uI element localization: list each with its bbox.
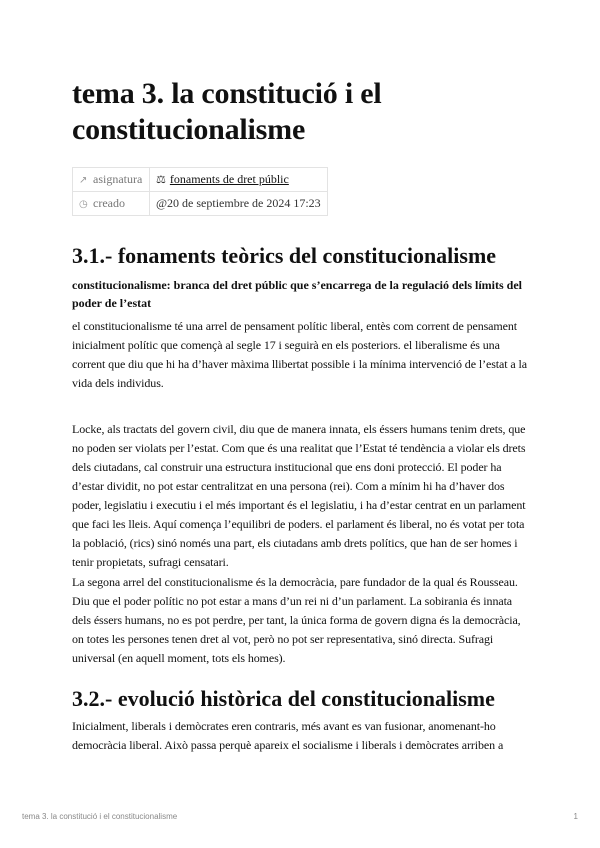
footer-title: tema 3. la constitució i el constitucionalisme: [22, 812, 178, 821]
clock-icon: ◷: [79, 199, 88, 210]
page-title: tema 3. la constitució i el constitucionalisme: [72, 77, 382, 146]
paragraph: Inicialment, liberals i demòcrates eren contraris, més avant es van fusionar, anomenant-ho democràcia liberal. Això passa perquè apareix el socialisme i liberals i demòcrates arriben a: [72, 719, 504, 752]
page-number: 1: [573, 812, 578, 821]
property-row-asignatura: [73, 168, 328, 192]
property-row-creado: [73, 192, 328, 216]
paragraph: el constitucionalisme té una arrel de pensament polític liberal, entès com corrent de pensament inicialment polític que començà al segle 17 i seguirà en els posteriors. el liberalisme és una corrent que diu que hi ha d’haver màxima llibertat possible i la mínima intervenció de l’estat a la vida dels individus.: [72, 319, 527, 390]
scales-icon: ⚖: [156, 173, 166, 186]
asignatura-link[interactable]: fonaments de dret públic: [169, 172, 289, 186]
paragraph: La segona arrel del constitucionalisme és la democràcia, pare fundador de la qual és Rousseau. Diu que el poder polític no pot estar a mans d’un rei ni d’un parlament. La sobirania és innata dels éssers humans, no es pot perdre, per tant, la única forma de govern digna és la democràcia, on totes les persones tenen dret al vot, però no pot ser representativa, sinó directa. Sufragi universal (en aquell moment, tots els homes).: [72, 575, 521, 665]
section-heading-3-1: 3.1.- fonaments teòrics del constitucionalisme: [72, 243, 497, 268]
property-value: @20 de septiembre de 2024 17:23: [150, 192, 328, 216]
page-footer: [22, 812, 578, 821]
properties-table: [72, 167, 328, 216]
arrow-up-right-icon: ↗: [79, 175, 88, 186]
section-heading-3-2: 3.2.- evolució històrica del constitucionalisme: [72, 686, 495, 711]
property-key: ↗ asignatura: [73, 168, 150, 192]
paragraph: Locke, als tractats del govern civil, diu que de manera innata, els éssers humans tenim drets, que no poden ser violats per l’estat. Com que és una realitat que l’Estat té tendència a violar els drets dels ciutadans, cal construir una estructura institucional que ens doni protecció. El poder ha d’estar dividit, no pot estar centralitzat en una persona (rei). Com a mínim hi ha d’haver dos poder, legislatiu i executiu i el més important és el legislatiu, i ha d’estar centrat en un parlament que faci les lleis. Aquí comença l’equilibri de poders. el parlament és liberal, no és votat per tota la població, (rics) sinó només una part, els ciutadans amb drets polítics, que han de ser homes i tenir propietats, sufragi censatari.: [72, 422, 526, 569]
property-value: [150, 168, 328, 192]
definition-lead: constitucionalisme: branca del dret públic que s’encarrega de la regulació dels límits del poder de l’estat: [72, 278, 522, 310]
property-key: ◷ creado: [73, 192, 150, 216]
